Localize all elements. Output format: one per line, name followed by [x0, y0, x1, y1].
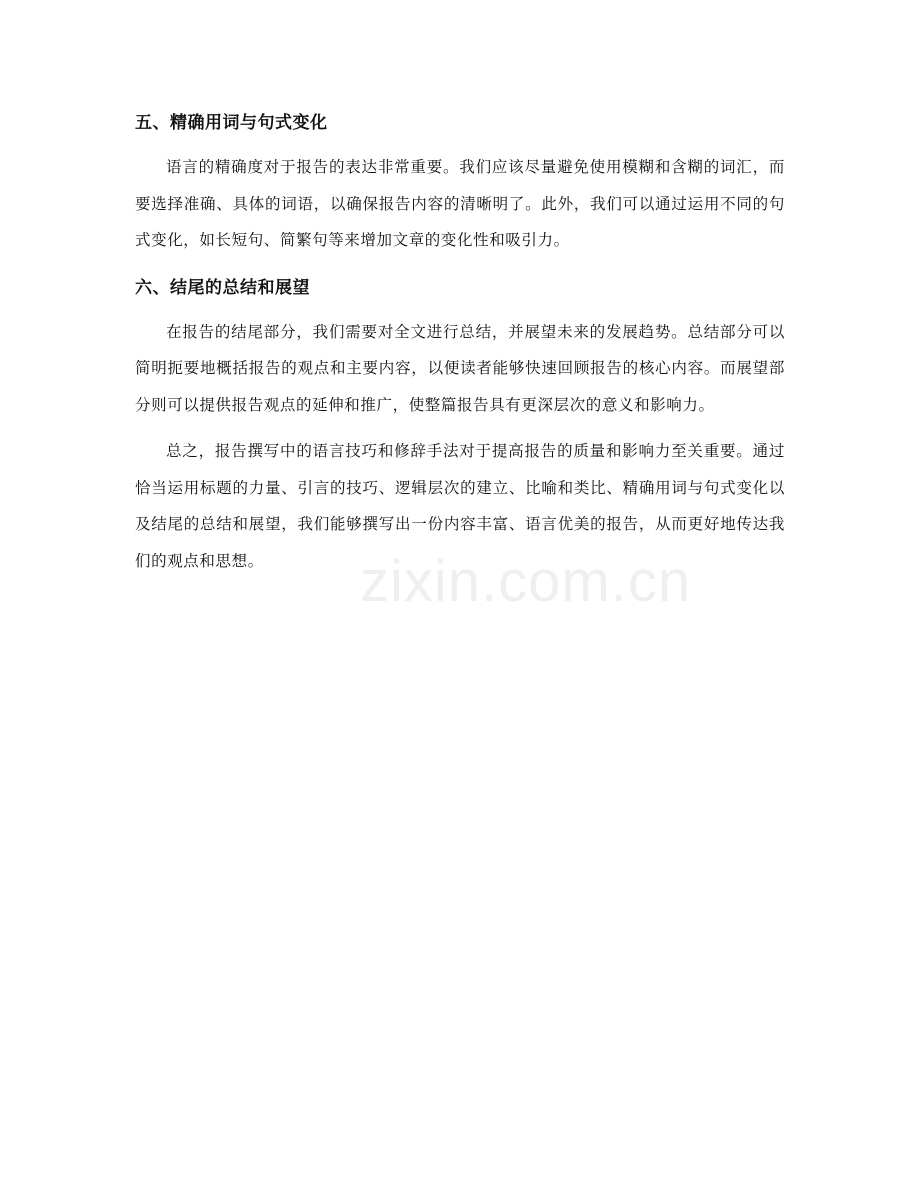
section-heading-6: 六、结尾的总结和展望 — [135, 277, 310, 298]
section-6-paragraph-2: 总之，报告撰写中的语言技巧和修辞手法对于提高报告的质量和影响力至关重要。通过恰当运用标题的力量、引言的技巧、逻辑层次的建立、比喻和类比、精确用词与句式变化以及结尾的总结和展望，我们能够撰写出一份内容丰富、语言优美的报告，从而更好地传达我们的观点和思想。 — [135, 442, 785, 570]
section-heading-5: 五、精确用词与句式变化 — [135, 113, 328, 133]
section-5-paragraph: 语言的精确度对于报告的表达非常重要。我们应该尽量避免使用模糊和含糊的词汇，而要选择准确、具体的词语，以确保报告内容的清晰明了。此外，我们可以通过运用不同的句式变化，如长短句、简繁句等来增加文章的变化性和吸引力。 — [135, 158, 785, 249]
section-6-paragraph-1: 在报告的结尾部分，我们需要对全文进行总结，并展望未来的发展趋势。总结部分可以简明扼要地概括报告的观点和主要内容，以便读者能够快速回顾报告的核心内容。而展望部分则可以提供报告观点的延伸和推广，使整篇报告具有更深层次的意义和影响力。 — [135, 322, 785, 414]
watermark-text: zixin.com.cn — [360, 549, 692, 614]
document-content — [135, 104, 785, 589]
